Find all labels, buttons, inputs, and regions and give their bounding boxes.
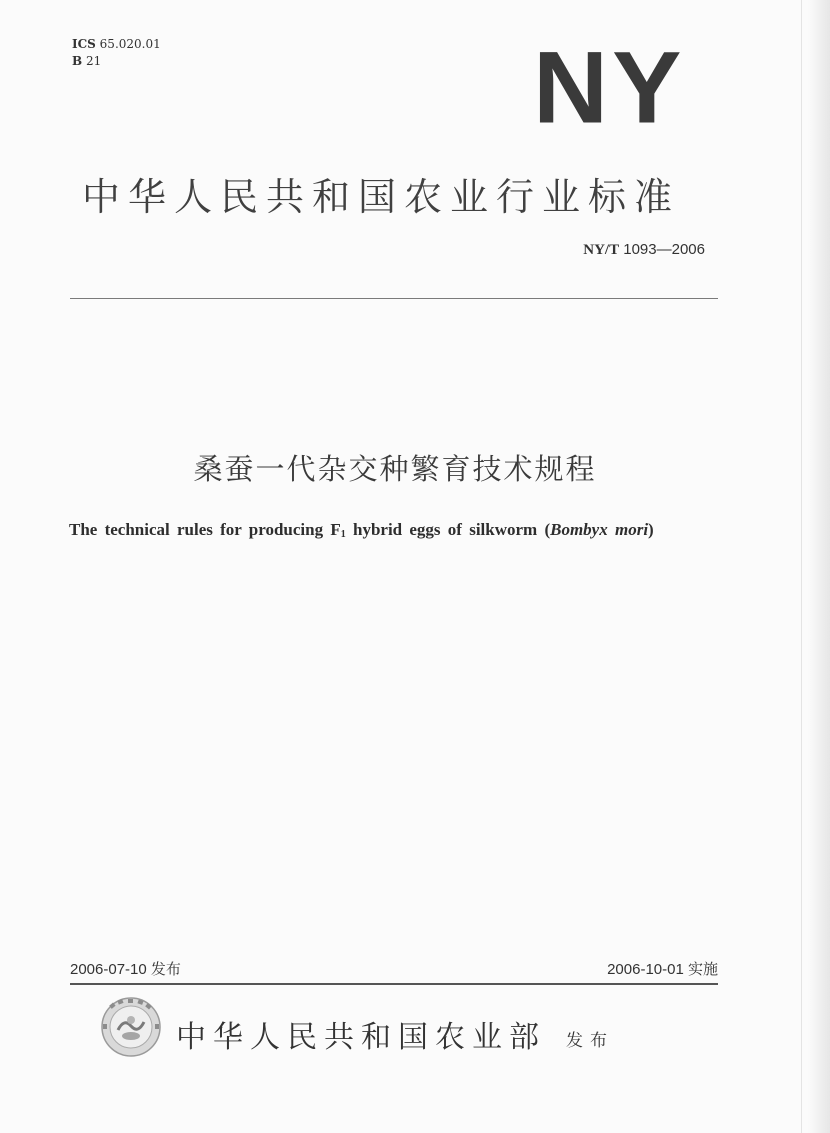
english-title-subscript: 1	[340, 529, 346, 540]
standard-number-prefix: NY/T	[583, 242, 620, 258]
header-divider	[70, 298, 718, 299]
publish-label: 发布	[566, 1031, 614, 1051]
ccs-code-line	[72, 53, 161, 70]
implementation-label: 实施	[687, 961, 718, 978]
standard-number-code: 1093—2006	[623, 241, 705, 258]
ics-label: ICS	[72, 37, 96, 51]
ics-code: 65.020.01	[99, 37, 161, 51]
issue-date: 2006-07-10	[70, 961, 147, 978]
document-title-english	[69, 520, 654, 540]
implementation-date: 2006-10-01	[607, 961, 684, 978]
publisher-name: 中华人民共和国农业部	[176, 1020, 546, 1055]
english-title-part-3: )	[648, 520, 654, 539]
implementation-date-block	[607, 958, 718, 979]
ministry-emblem-icon	[98, 996, 164, 1058]
issue-date-block	[70, 958, 181, 979]
ccs-label: B	[72, 54, 83, 68]
page-edge-shadow	[808, 0, 830, 1133]
page-edge-line	[801, 0, 802, 1133]
standard-number	[583, 241, 705, 259]
english-title-part-1: The technical rules for producing F	[69, 520, 341, 539]
ccs-code: 21	[85, 54, 102, 68]
ny-logo: NY	[533, 31, 686, 145]
english-title-part-2: hybrid eggs of silkworm (	[345, 520, 551, 539]
document-title-chinese: 桑蚕一代杂交种繁育技术规程	[193, 452, 597, 486]
classification-codes	[72, 36, 161, 70]
issue-label: 发布	[150, 961, 181, 978]
standard-type-heading: 中华人民共和国农业行业标准	[82, 175, 681, 219]
footer-divider	[70, 983, 718, 985]
ics-code-line	[72, 36, 161, 53]
english-title-species: Bombyx mori	[550, 520, 649, 539]
